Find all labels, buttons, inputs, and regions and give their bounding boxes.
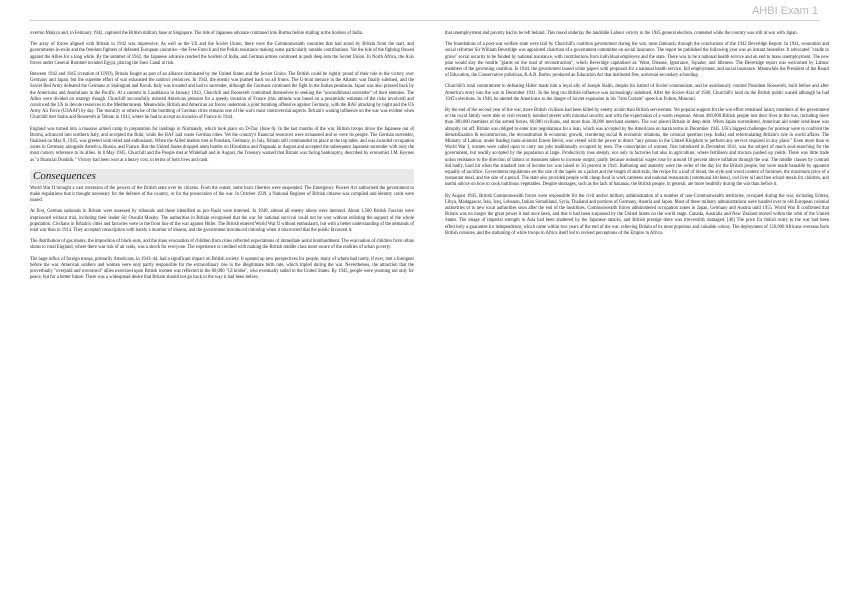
paragraph: At first, German nationals in Britain were assessed by tribunals and those identified as pro-Nazis were interned. In 1940, almost all enemy aliens were interned. About 1,500 British Fascists were imprisoned without trial, including their leader Sir Oswald Mosley. The authorities in Britain recognised that the war for national survival could not be won without enlisting the support of the whole population. Civilians in Britain's cities and factories were in the front line of the war against Hitler. The British entered World War II without enthusiasm, but with a better understanding of the demands of total war than in 1914. They accepted conscription with barely a murmur of dissent, and the government introduced rationing when it discovered that the public favoured it. xyxy=(30,209,414,234)
paragraph: England was turned into a massive armed camp in preparation for landings in Normandy, which took place on D-Day (June 6). In the last months of the war, British troops drove the Japanese out of Burma, advanced into northern Italy, and accepted the Ruhr, while the RAF laid waste German cities. Yet the country's financial resources were exhausted and so were its people. The German surrender, finalised on May 8, 1945, was greeted with relief and enthusiasm. When the Allied leaders met at Potsdam, Germany, in July, Britain still commanded its place at the top table, and was awarded occupation zones in Germany alongside America, Russia, and France. But the United States dropped atom bombs on Hiroshima and Nagasaki in August and accepted the subsequent Japanese surrender with only the most cursory reference to its allies. In 8 May 1945, Churchill and the People met at Whitehall and in August, the Treasury warned that Britain was facing bankruptcy, described by economist J.M. Keynes as "a financial Dunkirk." Victory had been won at a heavy cost, in terms of both lives and cash. xyxy=(30,126,414,163)
paragraph: The distribution of gas masks, the imposition of black-outs, and the mass evacuation of children from cities reflected expectations of immediate aerial bombardment. The evacuation of children from urban slums to rural England, where there was risk of air raids, was a shock for everyone. The experience is credited with making the British middle class more aware of the realities of urban poverty. xyxy=(30,239,414,251)
paragraph: The foundations of a post-war welfare state were laid by Churchill's coalition government during the war, most famously through the conclusions of the 1942 Beveridge Report. In 1941, economist and social reformer Sir William Beveridge was appointed chairman of a government committee on social insurance. The report he published the following year was an instant bestseller. It advocated "cradle to grave" social security to be funded by national insurance, with contributions from individual employers and the state. There was to be a national health service and an end to mass unemployment. The new plan would slay the hostile "giants on the road of reconstruction", which Beveridge capitalised as: Want, Disease, Ignorance, Squalor, and Idleness. The Beveridge report was welcomed by Labour members of the governing coalition. In 1944, the government issued white papers with proposals for a national health service, full employment, and social insurance. Meanwhile the President of the Board of Education, the Conservative politician, R.A.B. Butler, produced an Education Act that instituted free, universal secondary schooling. xyxy=(445,42,829,79)
paragraph: Churchill's total commitment to defeating Hitler made him a loyal ally of Joseph Stalin, despite his hatred of Soviet communism, and he assiduously courted President Roosevelt, built before and after America's entry into the war in December 1941. In the long run British influence was increasingly sidelined. After the Soviet-Axis of 1940, Churchill's hold on the British public waned although he had 1945's elections. In 1946, he alerted the Americans to the danger of Soviet expansion in his "Iron Curtain" speech at Fulton, Missouri. xyxy=(445,84,829,102)
paragraph: that unemployment and poverty had to be left behind. This mood underlay the landslide Labour victory in the 1945 general election, contested while the country was still at war with Japan. xyxy=(445,31,798,36)
section-heading-consequences: Consequences xyxy=(30,169,414,184)
paragraph: Between 1942 and 1945 (creation of UNO), Britain fought as part of an alliance dominated by the United States and the Soviet Union. The British could be rightly proud of their role in the victory over Germany and Japan, but the supreme effort of war exhausted the nation's resources. In 1943, the enemy was pushed back on all fronts. The U-boat menace in the Atlantic was finally subdued, and the Soviet Red Army defeated the Germans at Stalingrad and Kursk. Italy was invaded and had to surrender, although the Germans continued the fight in the Italian peninsula. Japan was also pressed back by the Americans and Australians in the Pacific. At a summit in Casablanca in January 1943, Churchill and Roosevelt committed themselves to seeking the "unconditional surrender" of their enemies. The Allies were divided on strategy though. Churchill successfully resisted American pressure for a speedy invasion of France (this attitude was based on a pessimistic estimate of the risks involved) and convinced the US to devote resources to the Mediterranean. Meanwhile, British and American air forces undertook a joint bombing offensive against Germany, with the RAF attacking by night and the US Army Air Force (USAAF) by day. The morality or otherwise of the bombing of German cities remains one of the war's most controversial aspects. Britain's waning influence on the war was evident when Churchill met Stalin and Roosevelt at Tehran in 1943, where he had to accept an invasion of France in 1944. xyxy=(30,72,414,121)
paragraph: World War II brought a vast extension of the powers of the British state over its citizens. From the outset, some basic liberties were suspended. The Emergency Powers Act authorised the government to make regulations that it thought necessary for the defence of the country, or for the prosecution of the war. In October 1939, a National Register of British citizens was compiled and identity cards were issued. xyxy=(30,185,414,204)
paragraph: By August 1945, British Commonwealth forces were responsible for the civil and/or military administration of a number of non-Commonwealth territories, occupied during the war, including Eritrea, Libya, Madagascar, Iran, Iraq, Lebanon, Italian Somaliland, Syria, Thailand and portions of Germany, Austria and Japan. Most of these military administrations were handed over to old European colonial authorities or to new local authorities soon after the end of the hostilities. Commonwealth forces administered occupation zones in Japan, Germany and Austria until 1955. World War II confirmed that Britain was no longer the great power it had once been, and that it had been surpassed by the United States on the world stage. Canada, Australia and New Zealand moved within the orbit of the United States. The image of imperial strength in Asia had been shattered by the Japanese attacks, and British prestige there was irreversibly damaged. [46] The price for India's entry to the war had been effectively a guarantee for independence, which came within two years of the end of the war, relieving Britain of its most populous and valuable colony. The deployment of 150,000 Africans overseas from British colonies, and the stationing of white troops in Africa itself led to revised perceptions of the Empire in Africa. xyxy=(445,193,829,236)
left-column xyxy=(30,31,414,287)
paragraph: The array of forces aligned with Britain in 1942 was impressive. As well as the US and the Soviet Union, there were the Commonwealth countries that had stood by Britain from the start, and governments-in-exile and the freedom fighters of defeated European countries—the Free French and the Polish resistance making some particularly notable contributions. Yet the tide of the fighting flowed against the Allies for a long while. By the summer of 1942, the Japanese advance reached the borders of India, and German armies continued to push deep into the Soviet Union. In North Africa, the Axis forces under General Rommel invaded Egypt, placing the Suez Canal at risk. xyxy=(30,42,415,66)
right-column xyxy=(445,31,829,242)
paragraph: By the end of the second year of the war, more British civilians had been killed by enemy action than British servicemen. Yet popular support for the war effort remained intact, members of the government or the royal family were able to visit recently bombed streets with minimal security and with the expectation of a warm response. About 400,000 British people lost their lives in the war, including more than 300,000 members of the armed forces, 60,000 civilians, and more than 30,000 merchant seamen. The war placed Britain in deep debt. When Japan surrendered, American aid under lend-lease was abruptly cut off. Britain was obliged to enter into negotiations for a loan, which was accepted by the Americans on harsh terms in December 1945. UK's biggest challenges for postwar were to confront the demobilisation & reconstruction, the reconstitution & economic growth, reordering social & economic relations, the colonial question (esp. India) and reformulating Britain's role in world affairs. The Ministry of Labour, under leading trade unionist Ernest Bevin, was vested with the power to direct "any person in the United Kingdom to perform any service required in any place." Even more than in World War I, women were called upon to carry out jobs traditionally occupied by men. The conscription of women, first introduced in December 1941, was the subject of much soul-searching for the government, but readily accepted by the population at large. Productivity rose steeply, not only in factories but also in agriculture, where fertilisers and tractors pushed up yields. There was little trade union resistance to the direction of labour or measures taken to increase output, partly because industrial wages rose by around 10 percent above inflation through the war. The middle classes by contrast did badly, hard hit when the standard rate of income tax was raised to 50 percent in 1941. Rationing and austerity were the order of the day for the British people, but were made bearable by apparent equality of sacrifice. Government regulations set the size of the lapels on a jacket and the length of shirt-tails, the recipe for a loaf of bread, the style and wood content of furniture, the maximum price of a restaurant meal, and the size of a pencil. The state also provided people with cheap food in work canteens and national restaurants (communal kitchens), cod liver oil and free school meals for children, and useful advice on how to cook nutritious vegetables. Despite shortages, such as the lack of bananas, the British people, in general, ate more healthily during the war than before it. xyxy=(445,108,829,188)
paragraph: overrun Malaya and, in February 1942, captured the British military base at Singapore. The tide of Japanese advance continued into Burma before stalling at the borders of India. xyxy=(30,31,364,36)
header-rule xyxy=(30,20,820,21)
paragraph: The huge influx of foreign troops, primarily Americans, in 1943–44, had a significant impact on British society. It opened up new perspectives for people, many of whom had rarely, if ever, met a foreigner before the war. American soldiers and women were only partly responsible for the extraordinary rise in the illegitimate birth rate, which tripled during the war. Nevertheless, the attraction that the proverbially "overpaid and oversexed" allies exercised upon British women was reflected in the 80,000 "GI brides", who eventually sailed to the United States. By 1945, people were yearning not only for peace, but for a better future. There was a widespread desire that Britain should not go back to the way it had been before, xyxy=(30,256,414,281)
header-title: AHBI Exam 1 xyxy=(751,5,818,17)
document-header xyxy=(752,5,818,17)
